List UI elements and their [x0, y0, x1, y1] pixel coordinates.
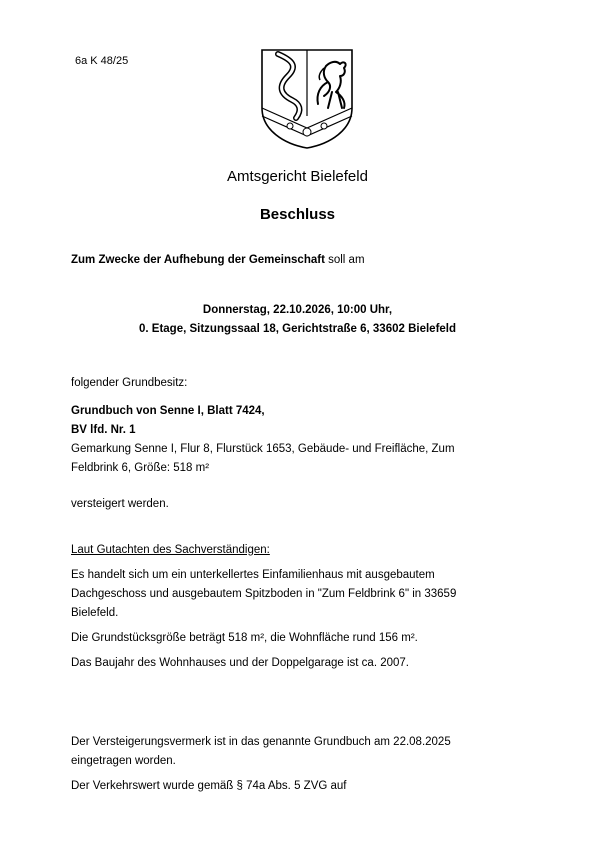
property-register: Grundbuch von Senne I, Blatt 7424,: [71, 405, 265, 417]
purpose-line: [71, 251, 491, 270]
purpose-rest: soll am: [328, 254, 365, 266]
expert-report-para2: Die Grundstücksgröße beträgt 518 m², die Wohnfläche rund 156 m².: [71, 632, 418, 644]
appointment-date-time: Donnerstag, 22.10.2026, 10:00 Uhr,: [202, 304, 393, 316]
property-bv: BV lfd. Nr. 1: [71, 424, 136, 436]
closing-line1: Der Versteigerungsvermerk ist in das genannte Grundbuch am 22.08.2025: [71, 736, 451, 748]
document-type: Beschluss: [259, 206, 336, 223]
court-name: Amtsgericht Bielefeld: [227, 168, 368, 185]
expert-report-para3: Das Baujahr des Wohnhauses und der Doppelgarage ist ca. 2007.: [71, 657, 409, 669]
closing-line2: eingetragen worden.: [71, 755, 176, 767]
case-number: 6a K 48/25: [75, 55, 129, 67]
property-description-line1: Gemarkung Senne I, Flur 8, Flurstück 1653, Gebäude- und Freifläche, Zum: [71, 443, 455, 455]
property-intro: folgender Grundbesitz:: [71, 377, 188, 389]
property-outro: versteigert werden.: [71, 498, 169, 510]
expert-report-para1-line1: Es handelt sich um ein unterkellertes Einfamilienhaus mit ausgebautem: [71, 569, 435, 581]
appointment-location: 0. Etage, Sitzungssaal 18, Gerichtstraße 6, 33602 Bielefeld: [138, 323, 457, 335]
purpose-bold: Zum Zwecke der Aufhebung der Gemeinschaft: [71, 254, 325, 266]
closing-line3: Der Verkehrswert wurde gemäß § 74a Abs. 5 ZVG auf: [71, 780, 347, 792]
expert-report-heading: Laut Gutachten des Sachverständigen:: [71, 544, 270, 556]
property-description-line2: Feldbrink 6, Größe: 518 m²: [71, 462, 210, 474]
nrw-coat-of-arms-icon: [258, 46, 356, 150]
expert-report-para1-line3: Bielefeld.: [71, 607, 119, 619]
expert-report-para1-line2: Dachgeschoss und ausgebautem Spitzboden in "Zum Feldbrink 6" in 33659: [71, 588, 457, 600]
